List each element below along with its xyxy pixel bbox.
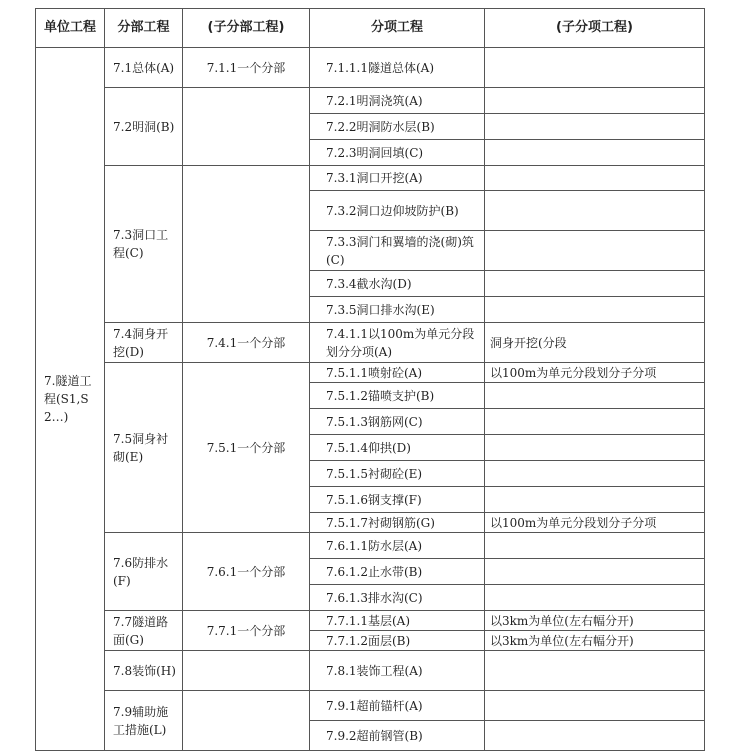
subitem-cell <box>485 231 705 271</box>
subdivision-cell <box>183 651 310 691</box>
table-row <box>36 88 705 114</box>
item-cell: 7.3.1洞口开挖(A) <box>310 166 485 191</box>
subitem-cell <box>485 409 705 435</box>
subitem-cell <box>485 297 705 323</box>
item-cell: 7.3.3洞门和翼墙的浇(砌)筑(C) <box>310 231 485 271</box>
subitem-cell <box>485 271 705 297</box>
table-row <box>36 363 705 383</box>
item-cell: 7.5.1.2锚喷支护(B) <box>310 383 485 409</box>
subitem-cell <box>485 559 705 585</box>
item-cell: 7.9.1超前锚杆(A) <box>310 691 485 721</box>
item-cell: 7.6.1.1防水层(A) <box>310 533 485 559</box>
table-row <box>36 533 705 559</box>
table-row <box>36 166 705 191</box>
division-cell: 7.4洞身开挖(D) <box>105 323 183 363</box>
subitem-cell <box>485 166 705 191</box>
item-cell: 7.5.1.1喷射砼(A) <box>310 363 485 383</box>
subdivision-cell: 7.1.1一个分部 <box>183 48 310 88</box>
division-cell: 7.2明洞(B) <box>105 88 183 166</box>
subitem-cell <box>485 435 705 461</box>
item-cell: 7.2.3明洞回填(C) <box>310 140 485 166</box>
subitem-cell <box>485 191 705 231</box>
header-row <box>36 9 705 48</box>
header-subitem-project: (子分项工程) <box>485 9 705 48</box>
division-cell: 7.3洞口工程(C) <box>105 166 183 323</box>
item-cell: 7.6.1.3排水沟(C) <box>310 585 485 611</box>
subdivision-cell <box>183 166 310 323</box>
item-cell: 7.7.1.2面层(B) <box>310 631 485 651</box>
subitem-cell: 以3km为单位(左右幅分开) <box>485 631 705 651</box>
subitem-cell <box>485 585 705 611</box>
table-row <box>36 691 705 721</box>
subitem-cell: 以100m为单元分段划分子分项 <box>485 363 705 383</box>
item-cell: 7.6.1.2止水带(B) <box>310 559 485 585</box>
division-cell: 7.9辅助施工措施(L) <box>105 691 183 751</box>
item-cell: 7.9.2超前钢管(B) <box>310 721 485 751</box>
item-cell: 7.4.1.1以100m为单元分段划分分项(A) <box>310 323 485 363</box>
subitem-cell: 以3km为单位(左右幅分开) <box>485 611 705 631</box>
item-cell: 7.7.1.1基层(A) <box>310 611 485 631</box>
subitem-cell: 以100m为单元分段划分子分项 <box>485 513 705 533</box>
item-cell: 7.3.5洞口排水沟(E) <box>310 297 485 323</box>
division-cell: 7.7隧道路面(G) <box>105 611 183 651</box>
subitem-cell <box>485 383 705 409</box>
subdivision-cell: 7.4.1一个分部 <box>183 323 310 363</box>
item-cell: 7.3.4截水沟(D) <box>310 271 485 297</box>
header-unit-project: 单位工程 <box>36 9 105 48</box>
subdivision-cell <box>183 88 310 166</box>
subitem-cell <box>485 721 705 751</box>
table-row <box>36 323 705 363</box>
item-cell: 7.5.1.4仰拱(D) <box>310 435 485 461</box>
item-cell: 7.2.1明洞浇筑(A) <box>310 88 485 114</box>
subitem-cell <box>485 114 705 140</box>
header-division-project: 分部工程 <box>105 9 183 48</box>
item-cell: 7.5.1.7衬砌钢筋(G) <box>310 513 485 533</box>
division-cell: 7.1总体(A) <box>105 48 183 88</box>
subitem-cell <box>485 691 705 721</box>
header-item-project: 分项工程 <box>310 9 485 48</box>
item-cell: 7.5.1.3钢筋网(C) <box>310 409 485 435</box>
subitem-cell <box>485 140 705 166</box>
item-cell: 7.2.2明洞防水层(B) <box>310 114 485 140</box>
item-cell: 7.8.1装饰工程(A) <box>310 651 485 691</box>
subdivision-cell: 7.7.1一个分部 <box>183 611 310 651</box>
subitem-cell <box>485 461 705 487</box>
table-row <box>36 651 705 691</box>
table-row <box>36 48 705 88</box>
division-cell: 7.5洞身衬砌(E) <box>105 363 183 533</box>
unit-project-cell: 7.隧道工程(S1,S2…) <box>36 48 105 751</box>
item-cell: 7.5.1.6钢支撑(F) <box>310 487 485 513</box>
table-row <box>36 611 705 631</box>
header-subdivision-project: (子分部工程) <box>183 9 310 48</box>
item-cell: 7.3.2洞口边仰坡防护(B) <box>310 191 485 231</box>
subitem-cell <box>485 651 705 691</box>
subdivision-cell: 7.6.1一个分部 <box>183 533 310 611</box>
item-cell: 7.1.1.1隧道总体(A) <box>310 48 485 88</box>
subitem-cell <box>485 487 705 513</box>
division-cell: 7.8装饰(H) <box>105 651 183 691</box>
tunnel-works-table <box>35 8 705 751</box>
subitem-cell <box>485 88 705 114</box>
division-cell: 7.6防排水(F) <box>105 533 183 611</box>
subdivision-cell <box>183 691 310 751</box>
item-cell: 7.5.1.5衬砌砼(E) <box>310 461 485 487</box>
subitem-cell <box>485 533 705 559</box>
subitem-cell <box>485 48 705 88</box>
subitem-cell: 洞身开挖(分段 <box>485 323 705 363</box>
subdivision-cell: 7.5.1一个分部 <box>183 363 310 533</box>
